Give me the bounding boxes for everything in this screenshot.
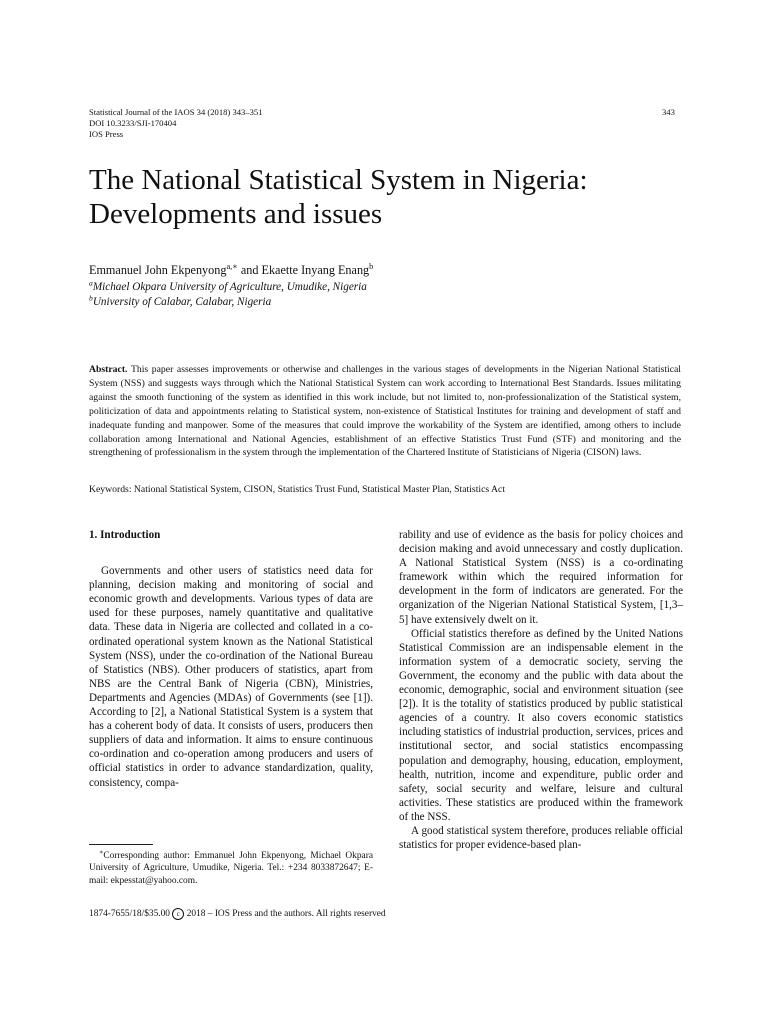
author-2-sup: b: [369, 261, 374, 271]
doi: DOI 10.3233/SJI-170404: [89, 118, 177, 128]
right-column: [399, 528, 683, 852]
paper-title: [89, 163, 689, 231]
affiliation-a: [89, 280, 367, 295]
author-1-sup: a,∗: [226, 261, 238, 271]
author-conjunction: and: [237, 263, 262, 277]
journal-citation: Statistical Journal of the IAOS 34 (2018) 343–351: [89, 107, 263, 117]
authors: [89, 263, 373, 278]
footnote-rule: [89, 844, 153, 845]
footnote-sup: ∗: [99, 848, 104, 856]
left-column: [89, 528, 373, 790]
abstract: [89, 363, 681, 460]
affiliation-a-text: Michael Okpara University of Agriculture, Umudike, Nigeria: [92, 281, 367, 293]
abstract-text: This paper assesses improvements or otherwise and challenges in the various stages of developments in the Nigerian National Statistical System (NSS) and suggests ways through which the National Statistical System can work according to International Best Standards. Issues militating against the smooth functioning of the system as identified in this work include, but not limited to, non-professionalization of the Statistical system, politicization of data and appointments relating to Statistical system, non-existence of Statistical Institutes for training and development of staff and inadequate funding and manpower. Some of the measures that could improve the workability of the System are identified, among others to include collaboration among International and National Agencies, establishment of an effective Statistics Trust Fund (STF) and monitoring and the strengthening of professionalism in the system through the implementation of the Chartered Institute of Statisticians of Nigeria (CISON) laws.: [89, 364, 681, 459]
footnote-text: Corresponding author: Emmanuel John Ekpenyong, Michael Okpara University of Agriculture, Umudike, Nigeria. Tel.: +234 8033872647; E-mail: ekpesstat@yahoo.com.: [89, 851, 373, 886]
intro-paragraph-1-continued: rability and use of evidence as the basis for policy choices and decision making and avoid unnecessary and costly duplication. A National Statistical System (NSS) is a co-ordinating framework within which the required information for development in the form of indicators are generated. For the organization of the Nigerian National Statistical System, [1,3–5] have extensively dwelt on it.: [399, 529, 683, 626]
affiliation-b-text: University of Calabar, Calabar, Nigeria: [92, 296, 272, 308]
footnote: [89, 850, 373, 887]
author-1: Emmanuel John Ekpenyong: [89, 263, 227, 277]
copyright-symbol-icon: c: [172, 908, 184, 920]
author-2: Ekaette Inyang Enang: [261, 263, 370, 277]
copyright-prefix: 1874-7655/18/$35.00: [89, 909, 173, 920]
copyright-suffix: 2018 – IOS Press and the authors. All rights reserved: [184, 909, 386, 920]
abstract-label: Abstract.: [89, 364, 128, 375]
title-line-2: Developments and issues: [89, 198, 383, 230]
intro-paragraph-3: A good statistical system therefore, produces reliable official statistics for proper evidence-based plan-: [399, 824, 683, 852]
intro-paragraph-1: Governments and other users of statistics need data for planning, decision making and monitoring of social and economic growth and developments. Various types of data are used for these purposes, namely quantitative and qualitative data. These data in Nigeria are collected and collated in a co-ordinated operational system known as the National Statistical System (NSS), under the co-ordination of the National Bureau of Statistics (NBS). Other producers of statistics, apart from NBS are the Central Bank of Nigeria (CBN), Ministries, Departments and Agencies (MDAs) of Governments (see [1]). According to [2], a National Statistical System is a system that has a coherent body of data. It consists of users, producers then suppliers of data and information. It aims to ensure continuous co-ordination and co-operation among producers and users of official statistics in order to advance standardization, quality, consistency, compa-: [89, 565, 373, 789]
section-heading: 1. Introduction: [89, 529, 161, 541]
page-number: 343: [662, 107, 675, 117]
intro-paragraph-2: Official statistics therefore as defined by the United Nations Statistical Commission are an indispensable element in the information system of a democratic society, serving the Government, the economy and the public with data about the economic, demographic, social and environment situation (see [2]). It is the totality of statistics produced by public statistical agencies of a country. It also covers economic statistics including statistics of industrial production, services, prices and institutional sector, and social statistics encompassing population and demography, housing, education, employment, health, nutrition, income and expenditure, public order and safety, social security and welfare, leisure and cultural activities. These statistics are produced within the framework of the NSS.: [399, 627, 683, 823]
keywords: Keywords: National Statistical System, CISON, Statistics Trust Fund, Statistical Master Plan, Statistics Act: [89, 484, 506, 495]
affiliation-b-sup: b: [89, 293, 93, 303]
journal-info: [89, 107, 263, 140]
publisher: IOS Press: [89, 129, 124, 139]
title-line-1: The National Statistical System in Nigeria:: [89, 164, 588, 196]
affiliation-a-sup: a: [89, 278, 93, 288]
affiliations: [89, 280, 367, 310]
affiliation-b: [89, 295, 367, 310]
copyright-line: [89, 908, 386, 920]
